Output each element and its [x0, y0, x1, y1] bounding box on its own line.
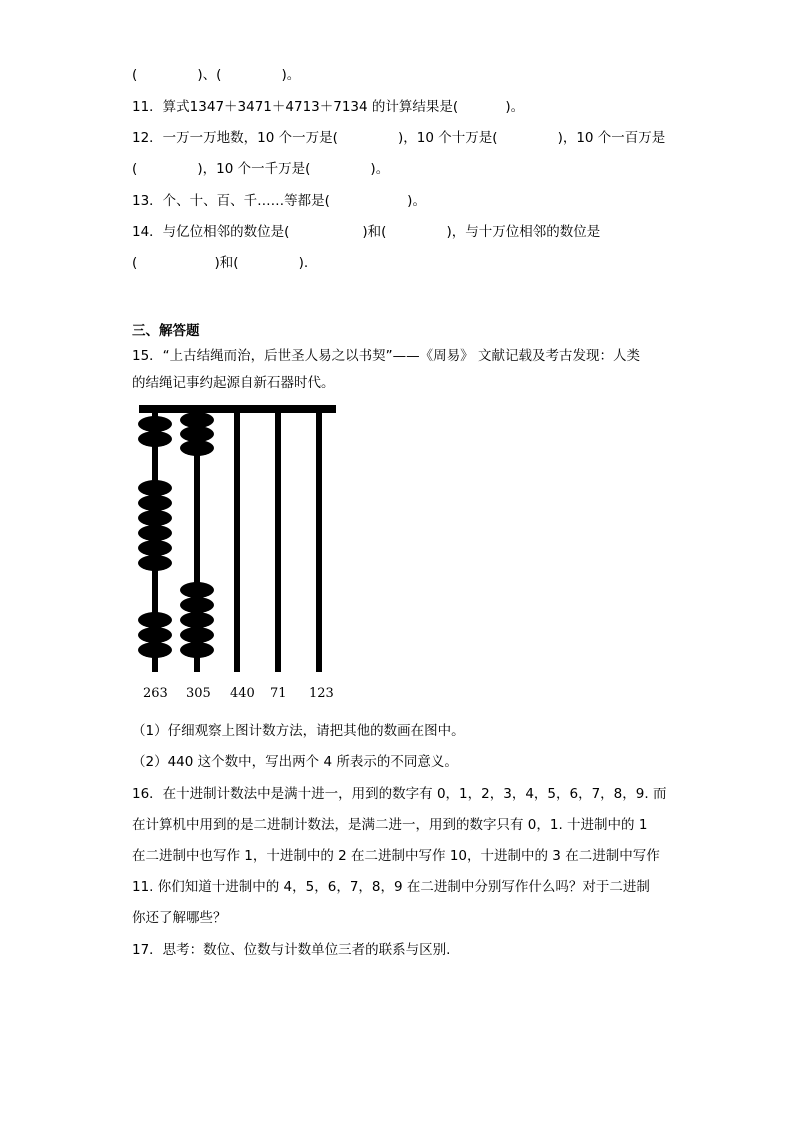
abacus-bead: [180, 582, 214, 598]
question-15-line1: 15．“上古结绳而治，后世圣人易之以书契”——《周易》 文献记载及考古发现：人类: [132, 348, 640, 364]
abacus-rod: [275, 413, 281, 672]
abacus-bead: [180, 612, 214, 628]
line-q10-cont: ( )、( )。: [132, 67, 301, 83]
abacus-bead: [138, 495, 172, 511]
section-title: 三、解答题: [132, 323, 200, 339]
question-14-line2: ( )和( ).: [132, 255, 309, 271]
abacus-bead: [138, 431, 172, 447]
abacus-bead: [138, 480, 172, 496]
question-15-sub1: （1）仔细观察上图计数方法，请把其他的数画在图中。: [132, 723, 465, 739]
abacus-rod: [316, 413, 322, 672]
abacus-label: 71: [270, 686, 287, 701]
abacus-bead: [138, 525, 172, 541]
question-16-line1: 16．在十进制计数法中是满十进一，用到的数字有 0，1，2，3，4，5，6，7，8，9. 而: [132, 786, 667, 802]
abacus-bead: [138, 627, 172, 643]
abacus-figure: [132, 402, 342, 677]
question-15-line2: 的结绳记事约起源自新石器时代。: [132, 375, 335, 391]
abacus-bead: [138, 612, 172, 628]
question-16-line3: 在二进制中也写作 1，十进制中的 2 在二进制中写作 10，十进制中的 3 在二进制中写作: [132, 848, 660, 864]
abacus-bead: [180, 440, 214, 456]
question-14-line1: 14．与亿位相邻的数位是( )和( )，与十万位相邻的数位是: [132, 224, 601, 240]
question-16-line5: 你还了解哪些？: [132, 910, 227, 926]
abacus-bead: [138, 540, 172, 556]
question-17: 17．思考：数位、位数与计数单位三者的联系与区别.: [132, 942, 451, 958]
question-16-line4: 11. 你们知道十进制中的 4，5，6，7，8，9 在二进制中分别写作什么吗？对于二进制: [132, 879, 650, 895]
abacus-bead: [180, 627, 214, 643]
abacus-bead: [180, 412, 214, 428]
abacus-top-bar: [139, 405, 336, 413]
abacus-rod: [234, 413, 240, 672]
question-13: 13．个、十、百、千……等都是( )。: [132, 193, 426, 209]
abacus-label: 440: [230, 686, 255, 701]
abacus-bead: [138, 510, 172, 526]
abacus-label: 305: [186, 686, 211, 701]
question-11: 11．算式1347＋3471＋4713＋7134 的计算结果是( )。: [132, 99, 525, 115]
abacus-bead: [180, 642, 214, 658]
abacus-label: 123: [309, 686, 334, 701]
abacus-bead: [138, 555, 172, 571]
abacus-bead: [138, 416, 172, 432]
abacus-bead: [180, 426, 214, 442]
question-12-line2: ( )，10 个一千万是( )。: [132, 161, 390, 177]
question-16-line2: 在计算机中用到的是二进制计数法，是满二进一，用到的数字只有 0，1. 十进制中的 1: [132, 817, 648, 833]
question-15-sub2: （2）440 这个数中，写出两个 4 所表示的不同意义。: [132, 754, 458, 770]
question-12-line1: 12．一万一万地数，10 个一万是( )，10 个十万是( )，10 个一百万是: [132, 130, 666, 146]
abacus-bead: [180, 597, 214, 613]
abacus-label: 263: [143, 686, 168, 701]
abacus-bead: [138, 642, 172, 658]
